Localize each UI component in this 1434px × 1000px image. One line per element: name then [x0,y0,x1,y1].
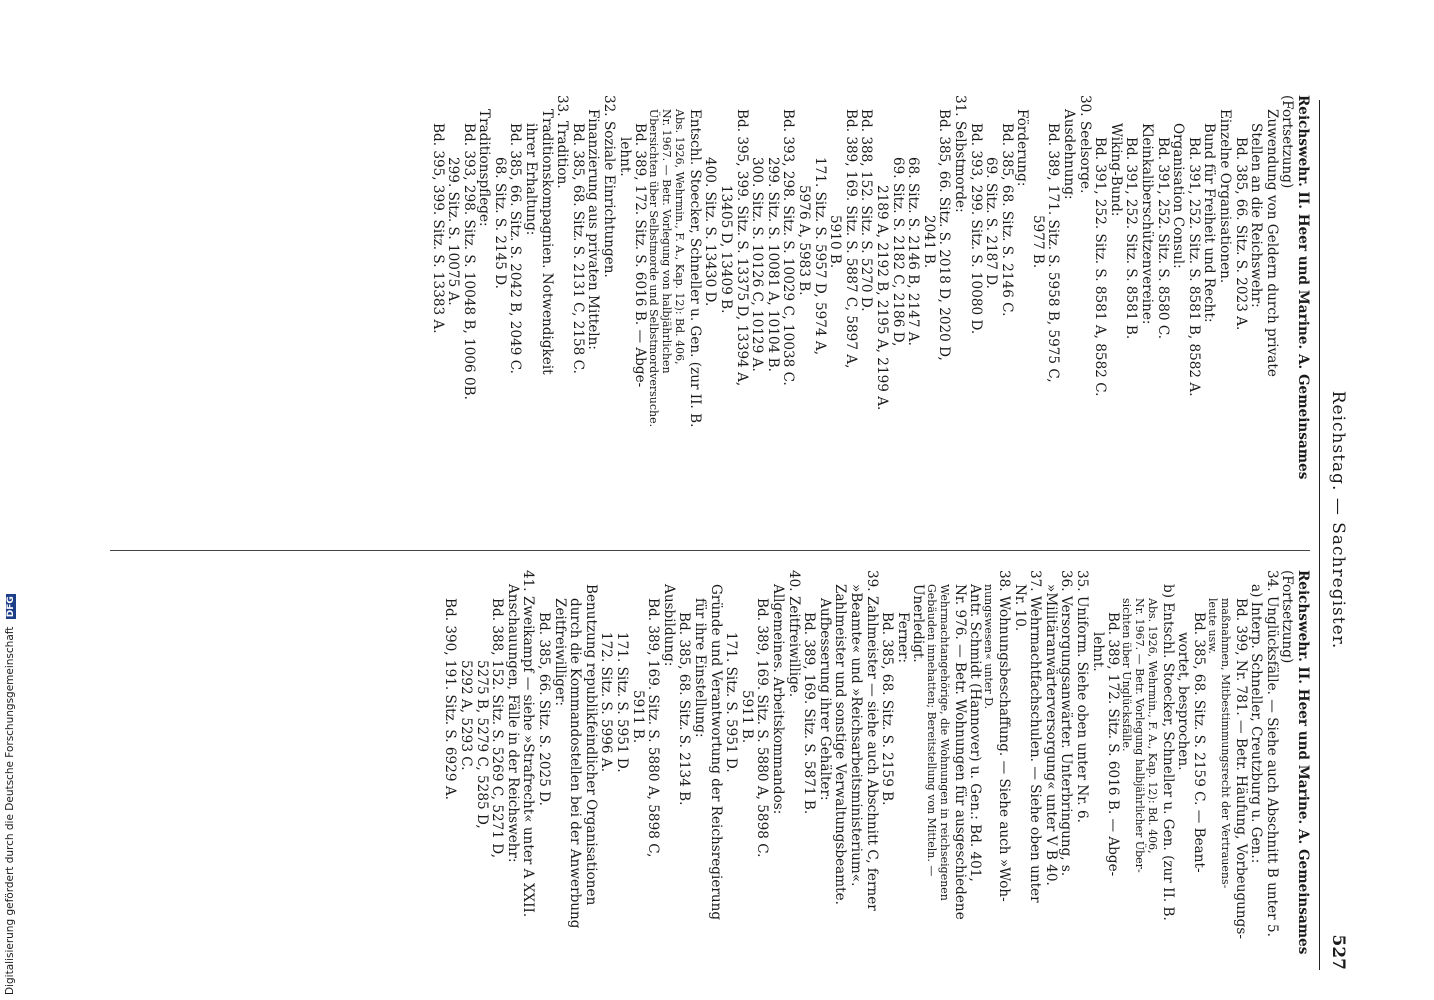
index-line: 5275 B, 5279 C, 5285 D, [473,660,490,829]
index-line: 40. Zeitfreiwillige. [785,570,802,698]
index-line: 5911 B. [738,690,755,744]
index-line: Bd. 389, 172. Sitz. S. 6016 B. — Abge- [1105,612,1122,877]
index-line: 69. Sitz. S. 2182 C, 2186 D, [889,157,906,347]
index-line: 13405 D, 13409 B. [718,185,735,314]
header-rule [1319,100,1320,970]
index-line: Ferner: [894,612,911,664]
index-line: 5977 B. [1029,215,1046,269]
index-line: 30. Seelsorge. [1076,95,1093,194]
index-line: Ausdehnung: [1061,109,1078,200]
index-line: 5910 B. [827,215,844,269]
index-line: 38. Wohnungsbeschaffung. — Siehe auch »Woh- [996,570,1013,902]
index-line: Ausbildung: [660,584,677,667]
index-line: Aufbesserung ihrer Gehälter: [816,598,833,801]
index-line: 69. Sitz. S. 2187 D. [983,157,1000,289]
index-line: Bd. 393, 298. Sitz. S. 10048 B, 1006 0B. [460,123,477,400]
index-line: Traditionskompagnien. Notwendigkeit [538,109,555,375]
index-line: Bd. 391, 252. Sitz. S. 8581 B, 8582 A. [1185,137,1202,397]
index-line: Organisation Consul: [1170,123,1187,269]
index-line: Bd. 385, 66. Sitz. S. 2042 B, 2049 C. [507,123,524,374]
index-line: 32. Soziale Einrichtungen. [601,95,618,278]
index-line: Unerledigt. [910,584,927,663]
index-line: (Fortsetzung) [1279,570,1296,664]
index-line: Antr. Schmidt (Hannover) u. Gen.: Bd. 401, [967,584,984,882]
index-line: 68. Sitz. S. 2145 D. [491,157,508,289]
running-head: Reichstag. — Sachregister. [1328,390,1348,650]
index-line: Gebäuden innehatten; Bereitstellung von Mitteln. — [925,584,939,877]
funding-note [4,594,16,995]
funding-text: Digitalisierung gefördert durch die Deutsche Forschungsgemeinschaft [4,626,16,995]
index-line: Bd. 399, Nr. 781. — Betr. Häufung, Vorbeugungs- [1232,598,1249,939]
index-line: 31. Selbstmorde: [951,95,968,213]
index-line: Bd. 390, 191. Sitz. S. 6929 A. [442,598,459,800]
index-line: Bd. 389, 172. Sitz. S. 6016 B. — Abge- [632,123,649,388]
page-number: 527 [1328,934,1348,970]
index-line: Bd. 385, 68. Sitz. S. 2159 B. [879,612,896,806]
index-line: 35. Uniform. Siehe oben unter Nr. 6. [1074,570,1091,823]
page-header [1320,70,1350,970]
index-line: Zuwendung von Geldern durch private [1263,109,1280,377]
index-line: durch die Kommandostellen bei der Anwerbung [567,598,584,929]
index-line: nungswesen« unter D. [982,584,996,710]
index-line: a) Interp. Schneller, Creutzburg u. Gen.: [1248,584,1265,864]
index-line: 171. Sitz. S. 5951 D. [614,632,631,773]
index-line: ihrer Erhaltung: [523,123,540,236]
index-line: Nr. 1967. — Betr. Vorlegung halbjährlicher Über- [1133,598,1147,873]
index-line: Bd. 385, 68. Sitz. S. 2159 C. — Beant- [1191,612,1208,873]
index-line: sichten über Unglücksfälle. [1120,598,1134,752]
index-line: (Fortsetzung) [1279,95,1296,189]
index-line: Bd. 388, 152. Sitz. S. 5270 D. [858,109,875,312]
index-line: Bd. 389, 169. Sitz. S. 5880 A, 5898 C, [645,598,662,858]
index-line: 299. Sitz. S. 10075 A. [445,157,462,306]
left-column [429,95,1310,515]
index-line: wortet, besprochen. [1175,632,1192,771]
index-line: Abs. 1926, Wehrmin., F. A., Kap. 12): Bd. 406, [673,109,687,365]
index-line: »Beamte« und »Reichsarbeitsministerium«. [847,584,864,887]
index-line: Bd. 391, 252. Sitz. S. 8581 A, 8582 C. [1092,137,1109,397]
index-line: Bd. 385, 68. Sitz. S. 2146 C. [998,123,1015,317]
index-line: Zeitfreiwilliger: [551,598,568,707]
index-line: Bund für Freiheit und Recht: [1201,123,1218,323]
rotated-content [100,70,1350,970]
index-line: 36. Versorgungsanwärter. Unterbringung, s. [1058,570,1075,877]
index-line: Bd. 395, 399. Sitz. S. 13383 A. [429,123,446,334]
index-line: 300. Sitz. S. 10126 C, 10129 A. [749,157,766,372]
dfg-logo-icon: DFG [6,596,16,618]
index-line: lehnt. [1089,632,1106,672]
index-line: 37. Wehrmachtfachschulen. — Siehe oben unter [1027,570,1044,903]
index-line: Bd. 385, 66. Sitz. S. 2023 A. [1232,137,1249,331]
index-line: 68. Sitz. S. 2146 B, 2147 A. [905,157,922,346]
index-line: Bd. 389, 171. Sitz. S. 5958 B, 5975 C, [1045,123,1062,383]
index-line: 171. Sitz. S. 5951 D. [723,632,740,773]
index-line: Bd. 388, 152. Sitz. S. 5269 C, 5271 D, [489,598,506,859]
index-line: Bd. 385, 68. Sitz. S. 2134 B. [676,612,693,806]
index-line: maßnahmen, Mitbestimmungsrecht der Vertrauens- [1219,598,1233,889]
index-line: Abs. 1926, Wehrmin., F. A., Kap. 12): Bd. 406, [1146,598,1160,854]
index-line: Bd. 395, 399. Sitz. S. 13375 D, 13394 A, [733,109,750,387]
index-line: Bd. 391, 252. Sitz. S. 8580 C. [1154,137,1171,340]
index-line: Bd. 385, 68. Sitz. S. 2131 C, 2158 C. [569,123,586,374]
index-line: »Militäranwärterversorgung« unter V B 40. [1042,584,1059,886]
right-column [442,570,1310,990]
index-line: Wiking-Bund: [1107,123,1124,217]
index-line: Bd. 389, 169. Sitz. S. 5887 C, 5897 A, [842,109,859,369]
index-line: 2189 A, 2192 B, 2195 A, 2199 A. [873,185,890,411]
index-line: Bd. 389, 169. Sitz. S. 5871 B. [801,612,818,815]
index-line: b) Entschl. Stoecker, Schneller u. Gen. (zur II. B. [1159,584,1176,921]
index-line: 400. Sitz. S. 13430 D. [702,157,719,307]
index-line: Reichswehr. II. Heer und Marine. A. Gemeinsames [1295,570,1311,955]
index-line: Förderung: [1014,109,1031,187]
index-line: 39. Zahlmeister — siehe auch Abschnitt C, ferner [863,570,880,911]
index-line: für ihre Einstellung: [692,598,708,738]
index-line: Nr. 10. [1011,584,1028,632]
index-line: leute usw. [1206,598,1220,654]
index-line: Übersichten über Selbstmorde und Selbstmordversuche. [647,109,661,428]
index-line: lehnt. [616,137,633,177]
column-divider [110,550,1310,551]
index-line: Wehrmachtangehörige, die Wohnungen in reichseigenen [938,584,952,901]
index-line: Kleinkaliberschützenvereine: [1139,123,1156,325]
index-line: 171. Sitz. S. 5957 D, 5974 A, [811,157,828,356]
index-line: Nr. 976. — Betr. Wohnungen für ausgeschiedene [951,584,968,920]
index-line: Allgemeines. Arbeitskommandos: [769,584,786,815]
index-line: Benutzung republikfeindlicher Organisationen [582,584,599,906]
index-line: Gründe und Verantwortung der Reichsregierung [707,584,724,921]
index-line: Stellen an die Reichswehr: [1248,123,1265,308]
index-line: 5911 B. [629,690,646,744]
index-line: Bd. 385, 66. Sitz. S. 2018 D, 2020 D, [936,109,953,361]
index-line: Zahlmeister und sonstige Verwaltungsbeamte. [832,584,849,905]
index-line: 33. Tradition. [554,95,571,189]
index-line: 5292 A, 5293 C. [458,660,475,771]
index-line: Bd. 385, 66. Sitz. S. 2025 D. [536,612,553,806]
index-line: 172. Sitz. S. 5996 A. [598,632,615,773]
index-line: Nr. 1967. — Betr. Vorlegung von halbjährlichen [660,109,674,374]
index-line: Traditionspflege: [476,109,493,227]
index-line: 2041 B. [920,215,937,269]
index-line: 34. Unglücksfälle. — Siehe auch Abschnitt B unter 5. [1263,570,1280,937]
index-line: Bd. 389, 169. Sitz. S. 5880 A, 5898 C. [754,598,771,858]
index-line: Entschl. Stoecker, Schneller u. Gen. (zur II. B. [686,109,703,428]
index-line: Reichswehr. II. Heer und Marine. A. Gemeinsames [1295,95,1311,480]
index-line: Bd. 393, 298. Sitz. S. 10029 C, 10038 C. [780,109,797,386]
index-line: Bd. 391, 252. Sitz. S. 8581 B. [1123,137,1140,340]
index-line: 41. Zweikampf — siehe »Strafrecht« unter A XXII. [520,570,537,918]
index-line: 299. Sitz. S. 10081 A, 10104 B. [764,157,781,372]
index-line: 5976 A, 5983 B. [796,185,812,296]
index-line: Anschauungen, Fälle in der Reichswehr: [504,584,521,863]
index-line: Einzelne Organisationen. [1217,109,1234,284]
index-line: Finanzierung aus privaten Mitteln: [585,109,602,350]
index-line: Bd. 393, 299. Sitz. S. 10080 D. [967,123,984,335]
